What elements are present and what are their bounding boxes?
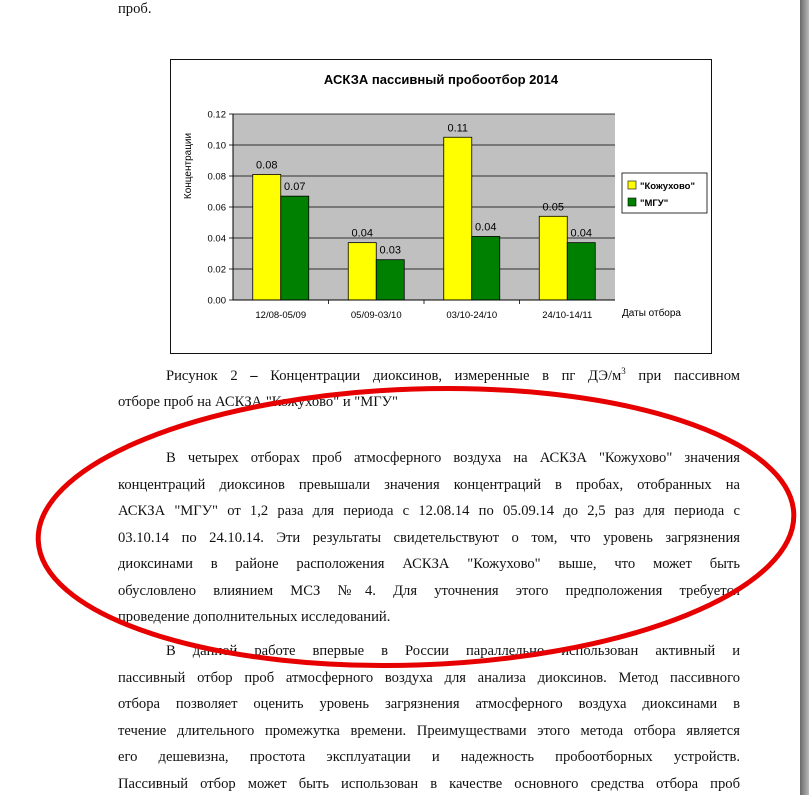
y-tick-label: 0.02 [207,264,226,276]
data-label: 0.04 [475,221,497,234]
caption-line-2: отборе проб на АСКЗА "Кожухово" и "МГУ" [118,394,398,410]
paragraph-1-line: проведение дополнительных исследований. [118,609,391,625]
paragraph-1-line: концентраций диоксинов превышали значения концентраций в пробах, отобранных на [118,476,740,493]
data-label: 0.07 [284,181,306,194]
paragraph-1-line: АСКЗА "МГУ" от 1,2 раза для периода с 12.08.14 по 05.09.14 до 2,5 раз для периода с [118,503,740,519]
bar [376,260,404,300]
x-tick-label: 24/10-14/11 [542,310,593,321]
legend-label-kozhukhovo: "Кожухово" [640,181,695,192]
page-edge-shadow [800,0,809,795]
data-label: 0.04 [570,227,592,240]
paragraph-2-line: отбора позволяет оценить уровень загрязнения атмосферного воздуха диоксинами в [118,696,740,712]
bar [348,243,376,300]
data-label: 0.03 [379,244,401,257]
top-text-fragment: проб. [118,1,152,17]
data-label: 0.05 [542,201,564,214]
paragraph-1-line: диоксинами в районе расположения АСКЗА "Кожухово" выше, что может быть [118,556,740,572]
paragraph-1-line: 03.10.14 по 24.10.14. Эти результаты свидетельствуют о том, что уровень загрязнения [118,529,740,546]
y-tick-label: 0.08 [207,171,226,183]
paragraph-1-line: В четырех отборах проб атмосферного воздуха на АСКЗА "Кожухово" значения [166,450,740,466]
bar [253,174,281,300]
paragraph-1 [118,445,740,631]
legend-swatch-kozhukhovo [628,181,636,189]
y-tick-label: 0.06 [207,202,226,214]
x-tick-label: 03/10-24/10 [446,310,498,321]
y-tick-label: 0.00 [207,295,226,307]
paragraph-1-line: обусловлено влиянием МСЗ №4. Для уточнения этого предположения требуется [118,582,740,599]
bar [567,243,595,300]
y-tick-label: 0.10 [207,140,226,152]
legend-label-mgu: "МГУ" [640,198,669,209]
paragraph-2-line: течение длительного промежутка времени. Преимуществами этого метода отбора является [118,722,740,739]
data-label: 0.11 [447,122,469,135]
data-label: 0.08 [256,159,278,172]
caption-dash: – [250,368,258,384]
bar [281,196,309,300]
paragraph-2-line: В данной работе впервые в России параллельно использован активный и [166,643,740,659]
chart-canvas [171,60,711,353]
caption-line-1 [118,363,740,389]
x-axis-ticks [255,300,592,321]
y-axis-ticks [208,110,234,307]
legend [622,173,707,213]
caption-prefix: Рисунок 2 [166,368,238,384]
y-tick-label: 0.04 [207,233,226,245]
paragraph-2-line: пассивный отбор проб атмосферного воздуха для анализа диоксинов. Метод пассивного [118,669,740,686]
x-tick-label: 12/08-05/09 [255,310,307,321]
legend-swatch-mgu [628,198,636,206]
bar [444,137,472,300]
data-label: 0.04 [351,227,373,240]
x-tick-label: 05/09-03/10 [350,310,402,321]
figure-caption [118,363,740,415]
bar [539,216,567,300]
caption-sup: 3 [621,366,626,377]
y-tick-label: 0.12 [207,109,226,121]
y-axis-label: Концентрации [183,132,194,200]
x-axis-label: Даты отбора [622,308,681,319]
bar-chart [170,59,712,354]
paragraph-2-line: Пассивный отбор может быть использован в качестве основного средства отбора проб [118,775,740,792]
caption-text-after: при пассивном [625,368,740,384]
paragraph-2 [118,638,740,795]
paragraph-2-line: его дешевизна, простота эксплуатации и надежность пробоотборных устройств. [118,749,740,765]
caption-text: Концентрации диоксинов, измеренные в пг ДЭ/м [270,368,622,384]
bar [472,236,500,300]
chart-title: АСКЗА пассивный пробоотбор 2014 [323,72,559,87]
